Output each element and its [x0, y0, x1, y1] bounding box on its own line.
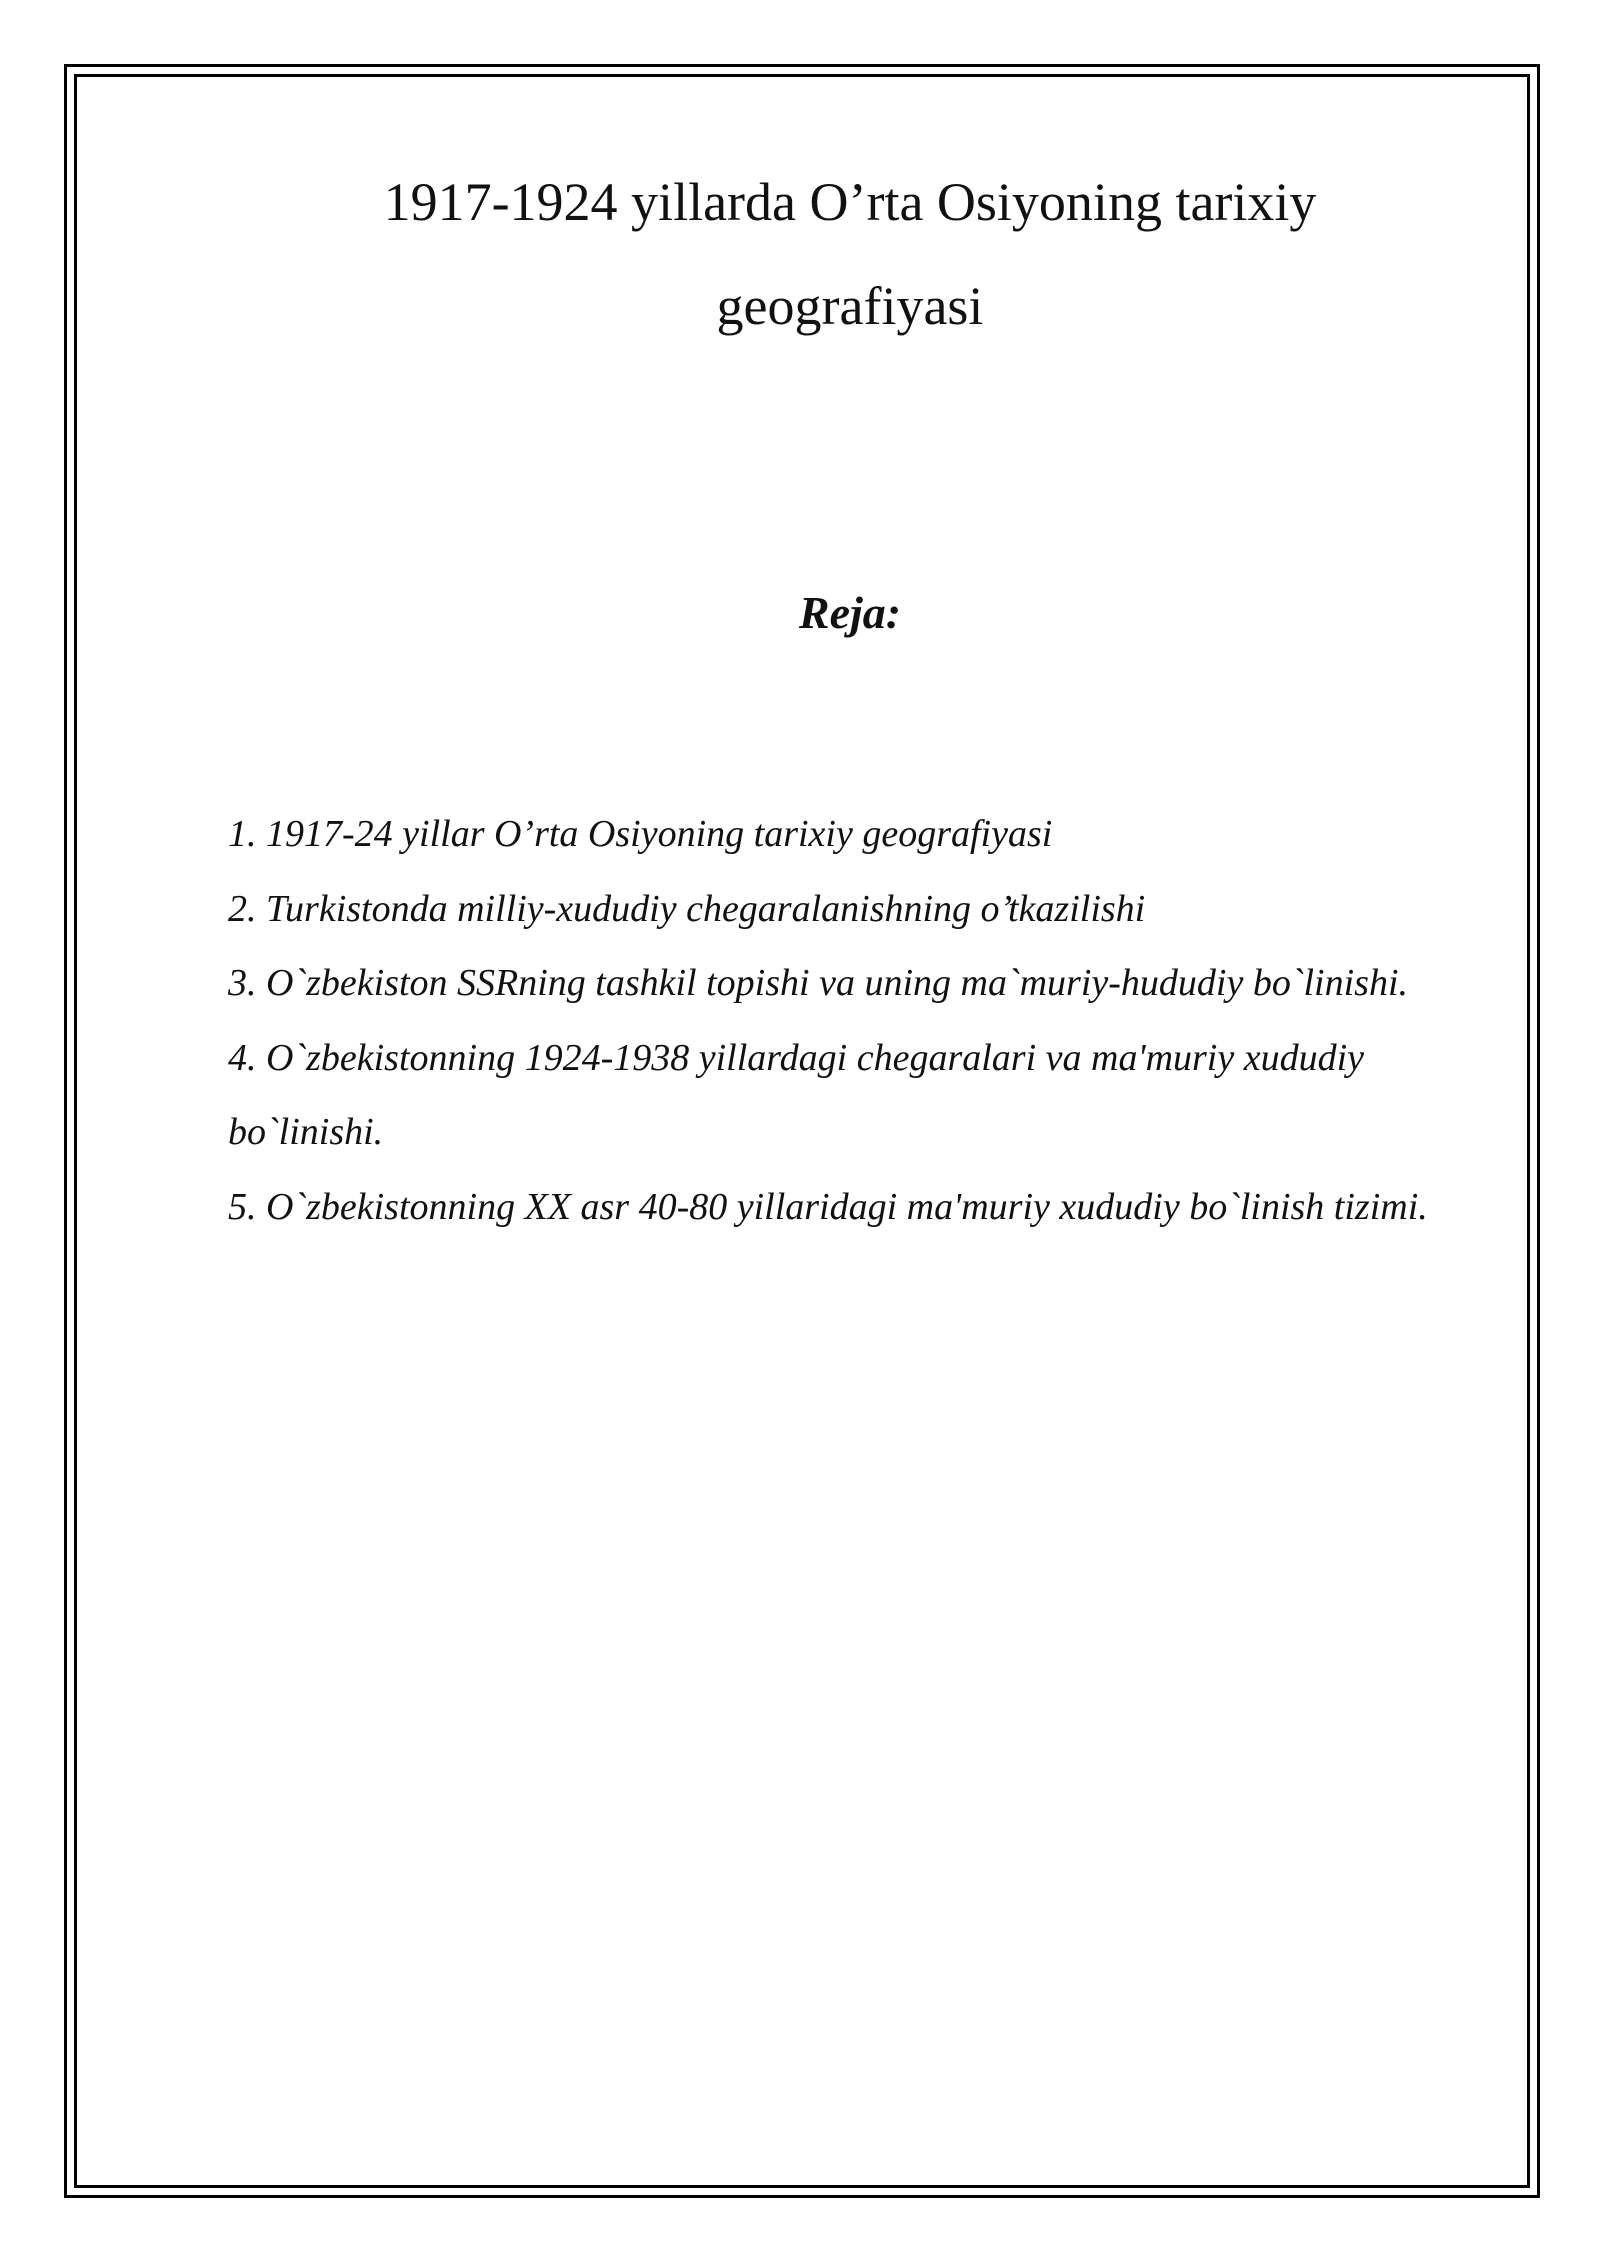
plan-list — [228, 797, 1508, 1244]
document-title — [200, 150, 1500, 358]
document-title-line-2: geografiyasi — [716, 276, 984, 336]
plan-item-3: 3. O`zbekiston SSRning tashkil topishi va uning ma`muriy-hududiy bo`linishi. — [228, 962, 1409, 1004]
plan-item-1: 1. 1917-24 yillar O’rta Osiyoning tarixiy geografiyasi — [228, 813, 1053, 855]
document-title-line-1: 1917-1924 yillarda O’rta Osiyoning tarixiy — [383, 172, 1317, 232]
plan-item-4: 4. O`zbekistonning 1924-1938 yillardagi chegaralari va ma'muriy xududiy bo`linishi. — [228, 1036, 1365, 1153]
plan-item-5: 5. O`zbekistonning XX asr 40-80 yillaridagi ma'muriy xududiy bo`linish tizimi. — [228, 1185, 1428, 1228]
plan-item-2: 2. Turkistonda milliy-xududiy chegaralanishning o’tkazilishi — [228, 887, 1146, 930]
plan-heading: Reja: — [798, 587, 902, 638]
